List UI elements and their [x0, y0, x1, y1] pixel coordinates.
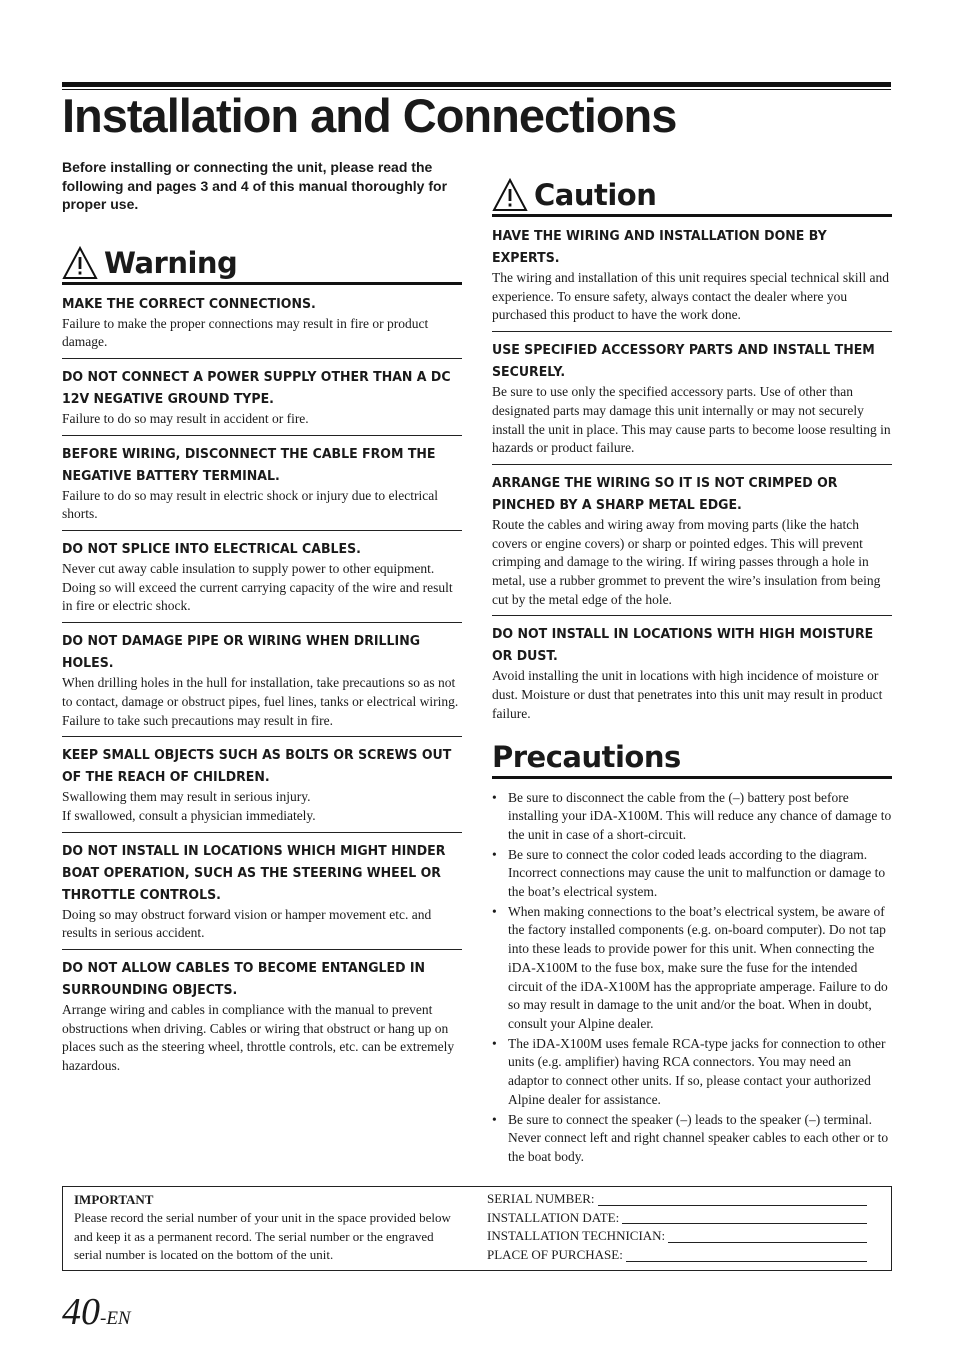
warning-item-title: KEEP SMALL OBJECTS SUCH AS BOLTS OR SCREWS OUT OF THE REACH OF CHILDREN.	[62, 747, 452, 786]
page-number-value: 40	[62, 1291, 100, 1333]
warning-list	[62, 293, 462, 1082]
warning-heading-text: Warning	[104, 245, 238, 280]
warning-item	[62, 435, 462, 530]
list-item	[492, 1035, 892, 1110]
bullet-icon: •	[492, 1111, 497, 1127]
warning-item-body: Arrange wiring and cables in compliance with the manual to prevent obstructions when driving. Cables or wiring that obstruct or hang up on places such as the steering wheel, throttle controls, etc. can be extremely hazardous.	[62, 1002, 455, 1074]
precaution-text: Be sure to connect the color coded leads according to the diagram. Incorrect connections may cause the unit to malfunction or damage to the boat’s electrical system.	[508, 846, 886, 900]
warning-item-title: DO NOT DAMAGE PIPE OR WIRING WHEN DRILLING HOLES.	[62, 633, 421, 672]
list-item	[492, 846, 892, 902]
field-line	[622, 1223, 867, 1224]
important-notice	[74, 1190, 464, 1265]
field-line	[668, 1242, 867, 1243]
warning-item-body: Never cut away cable insulation to supply power to other equipment. Doing so will exceed the current carrying capacity of the wire and result in fire or electric shock.	[62, 561, 453, 614]
list-item	[492, 903, 892, 1034]
top-rule	[62, 82, 891, 87]
page-number	[62, 1290, 131, 1334]
caution-list	[492, 225, 892, 730]
page-title: Installation and Connections	[62, 89, 677, 142]
serial-number-field[interactable]	[487, 1190, 867, 1209]
warning-item	[62, 736, 462, 831]
warning-item-title: DO NOT CONNECT A POWER SUPPLY OTHER THAN A DC 12V NEGATIVE GROUND TYPE.	[62, 368, 451, 407]
warning-item	[62, 832, 462, 949]
warning-item	[62, 293, 462, 358]
important-text: Please record the serial number of your unit in the space provided below and keep it as a permanent record. The serial number or the engraved serial number is located on the bottom of the unit.	[74, 1210, 451, 1263]
place-of-purchase-field[interactable]	[487, 1246, 867, 1265]
installation-date-field[interactable]	[487, 1209, 867, 1228]
caution-item-body: The wiring and installation of this unit requires special technical skill and experience. To ensure safety, always contact the dealer where you purchased this product to have the work done.	[492, 270, 890, 323]
warning-item-title: DO NOT INSTALL IN LOCATIONS WHICH MIGHT HINDER BOAT OPERATION, SUCH AS THE STEERING WHEEL OR THROTTLE CONTROLS.	[62, 842, 446, 903]
bullet-icon: •	[492, 903, 497, 919]
caution-item-body: Avoid installing the unit in locations with high incidence of moisture or dust. Moisture or dust that penetrates into this unit may result in product failure.	[492, 668, 883, 721]
warning-item-body: Doing so may obstruct forward vision or hamper movement etc. and results in serious accident.	[62, 906, 432, 941]
caution-item-body: Be sure to use only the specified accessory parts. Use of other than designated parts may damage this unit internally or may not securely install the unit in place. This may cause parts to become loose resulting in hazards or product failure.	[492, 384, 891, 456]
caution-item-title: USE SPECIFIED ACCESSORY PARTS AND INSTALL THEM SECURELY.	[492, 342, 875, 381]
precautions-list	[492, 789, 892, 1167]
bullet-icon: •	[492, 1035, 497, 1051]
right-column	[492, 168, 892, 1168]
warning-triangle-icon	[62, 246, 98, 280]
field-label: PLACE OF PURCHASE:	[487, 1247, 623, 1263]
warning-item-title: DO NOT SPLICE INTO ELECTRICAL CABLES.	[62, 541, 361, 558]
left-column	[62, 158, 462, 1082]
intro-text: Before installing or connecting the unit, please read the following and pages 3 and 4 of this manual thoroughly for proper use.	[62, 159, 448, 212]
record-fields	[487, 1190, 867, 1265]
precaution-text: Be sure to connect the speaker (–) leads to the speaker (–) terminal. Never connect left and right channel speaker cables to each other or to the boat body.	[508, 1111, 889, 1164]
precautions-heading	[492, 730, 892, 779]
warning-item-title: DO NOT ALLOW CABLES TO BECOME ENTANGLED IN SURROUNDING OBJECTS.	[62, 960, 426, 999]
field-line	[626, 1261, 867, 1262]
warning-item-body: Failure to do so may result in electric shock or injury due to electrical shorts.	[62, 487, 439, 522]
warning-item-title: BEFORE WIRING, DISCONNECT THE CABLE FROM THE NEGATIVE BATTERY TERMINAL.	[62, 445, 436, 484]
precaution-text: The iDA-X100M uses female RCA-type jacks for connection to other units (e.g. amplifier) having RCA connectors. You may need an adaptor to connect other units. If so, please contact your authorized Alpine dealer for assistance.	[508, 1035, 886, 1107]
caution-item	[492, 331, 892, 464]
caution-item-title: ARRANGE THE WIRING SO IT IS NOT CRIMPED OR PINCHED BY A SHARP METAL EDGE.	[492, 474, 838, 513]
bullet-icon: •	[492, 789, 497, 805]
caution-heading-text: Caution	[534, 178, 657, 212]
caution-item-body: Route the cables and wiring away from moving parts (like the hatch covers or engine covers) or sharp or pointed edges. This will prevent crimping and damage to the wiring. If wiring passes through a hole in metal, use a rubber grommet to prevent the wire’s insulation from being cut by the metal edge of the hole.	[492, 516, 881, 607]
precaution-text: Be sure to disconnect the cable from the (–) battery post before installing your iDA-X100M. This will reduce any chance of damage to the unit in case of a short-circuit.	[508, 789, 892, 842]
warning-item	[62, 622, 462, 736]
caution-item-title: DO NOT INSTALL IN LOCATIONS WITH HIGH MOISTURE OR DUST.	[492, 626, 874, 665]
warning-item-body-2: If swallowed, consult a physician immediately.	[62, 807, 316, 823]
field-line	[598, 1205, 868, 1206]
warning-heading	[62, 236, 462, 285]
warning-item-title: MAKE THE CORRECT CONNECTIONS.	[62, 295, 316, 312]
precaution-text: When making connections to the boat’s electrical system, be aware of the factory installed components (e.g. on-board computer). Do not tap into these leads to provide power for this unit. When connecting the iDA-X100M to the fuse box, make sure the fuse for the intended circuit of the iDA-X100M has the appropriate amperage. Failure to do so may result in damage to the unit and/or the boat. When in doubt, consult your Alpine dealer.	[508, 903, 888, 1031]
installation-technician-field[interactable]	[487, 1227, 867, 1246]
caution-heading	[492, 168, 892, 217]
list-item	[492, 789, 892, 845]
list-item	[492, 1111, 892, 1167]
warning-item	[62, 358, 462, 435]
page-number-suffix: -EN	[100, 1308, 131, 1329]
field-label: SERIAL NUMBER:	[487, 1191, 595, 1206]
warning-item	[62, 530, 462, 622]
caution-item	[492, 615, 892, 729]
warning-item-body: Failure to make the proper connections may result in fire or product damage.	[62, 315, 429, 350]
caution-item-title: HAVE THE WIRING AND INSTALLATION DONE BY EXPERTS.	[492, 228, 827, 266]
important-box	[62, 1186, 892, 1271]
warning-item	[62, 949, 462, 1082]
field-label: INSTALLATION DATE:	[487, 1209, 620, 1225]
warning-item-body: Failure to do so may result in accident or fire.	[62, 410, 309, 426]
caution-item	[492, 225, 892, 331]
warning-item-body: When drilling holes in the hull for installation, take precautions so as not to contact, damage or obstruct pipes, fuel lines, tanks or electrical wiring. Failure to take such precautions may result in fire.	[62, 675, 459, 728]
important-label: IMPORTANT	[74, 1192, 154, 1207]
bullet-icon: •	[492, 846, 497, 862]
caution-triangle-icon	[492, 178, 528, 212]
precautions-heading-text: Precautions	[492, 739, 681, 774]
warning-item-body: Swallowing them may result in serious injury.	[62, 789, 311, 805]
caution-item	[492, 464, 892, 616]
field-label: INSTALLATION TECHNICIAN:	[487, 1228, 666, 1244]
